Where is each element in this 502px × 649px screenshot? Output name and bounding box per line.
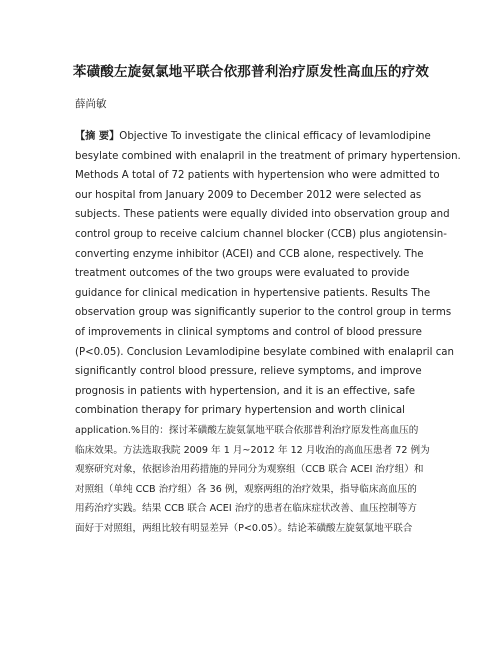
- abstract-line: converting enzyme inhibitor (ACEI) and CCB alone, respectively. The: [75, 248, 424, 260]
- abstract-text: Objective To investigate the clinical efficacy of levamlodipine: [119, 131, 431, 142]
- author-name: 薛尚敏: [75, 98, 107, 110]
- abstract-line: besylate combined with enalapril in the treatment of primary hypertension.: [75, 150, 461, 162]
- abstract-line: guidance for clinical medication in hypertensive patients. Results The: [75, 287, 431, 299]
- abstract-line: 用药治疗实践。结果 CCB 联合 ACEI 治疗的患者在临床症状改善、血压控制等方: [75, 503, 417, 515]
- document-title: 苯磺酸左旋氨氯地平联合依那普利治疗原发性高血压的疗效: [72, 64, 430, 80]
- abstract-line: application.%目的：探讨苯磺酸左旋氨氯地平联合依那普利治疗原发性高血压的: [75, 424, 419, 436]
- abstract-line: prognosis in patients with hypertension, and it is an effective, safe: [75, 385, 416, 397]
- abstract-line: subjects. These patients were equally divided into observation group and: [75, 209, 450, 221]
- abstract-line: (P<0.05). Conclusion Levamlodipine besylate combined with enalapril can: [75, 346, 455, 358]
- abstract-line: of improvements in clinical symptoms and control of blood pressure: [75, 326, 422, 338]
- abstract-line: observation group was significantly superior to the control group in terms: [75, 307, 452, 319]
- abstract-line: 对照组（单纯 CCB 治疗组）各 36 例，观察两组的治疗效果，指导临床高血压的: [75, 483, 417, 495]
- abstract-line: [75, 127, 435, 147]
- abstract-line: Methods A total of 72 patients with hypertension who were admitted to: [75, 170, 440, 182]
- abstract-body: [75, 127, 461, 538]
- abstract-label: 【摘 要】: [75, 131, 120, 142]
- abstract-line: 临床效果。方法选取我院 2009 年 1 月~2012 年 12 月收治的高血压患者 72 例为: [75, 444, 430, 456]
- abstract-line: combination therapy for primary hypertension and worth clinical: [75, 405, 406, 417]
- abstract-line: 观察研究对象，依据诊治用药措施的异同分为观察组（CCB 联合 ACEI 治疗组）和: [75, 464, 424, 476]
- abstract-line: significantly control blood pressure, relieve symptoms, and improve: [75, 366, 422, 378]
- abstract-line: our hospital from January 2009 to December 2012 were selected as: [75, 189, 422, 201]
- abstract-line: control group to receive calcium channel blocker (CCB) plus angiotensin-: [75, 228, 447, 240]
- abstract-line: treatment outcomes of the two groups were evaluated to provide: [75, 268, 410, 280]
- abstract-line: 面好于对照组，两组比较有明显差异（P<0.05）。结论苯磺酸左旋氨氯地平联合: [75, 522, 413, 534]
